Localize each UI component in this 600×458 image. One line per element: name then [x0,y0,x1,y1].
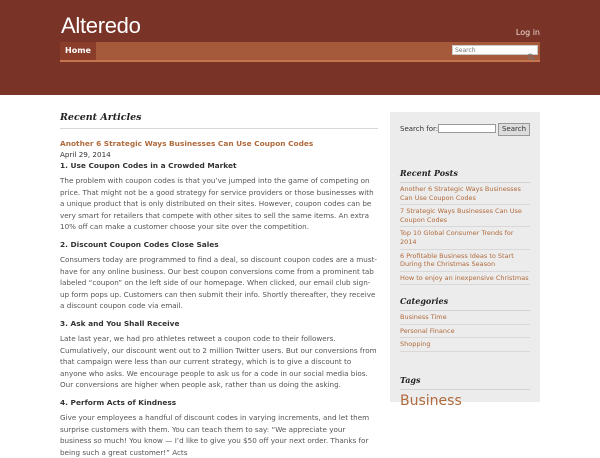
site-header [0,0,600,95]
post-heading: 3. Ask and You Shall Receive [60,318,180,328]
recent-post-link[interactable]: 7 Strategic Ways Businesses Can Use Coupon Codes [400,205,530,227]
post-title-link[interactable]: Another 6 Strategic Ways Businesses Can Use Coupon Codes [60,139,314,148]
category-link[interactable]: Personal Finance [400,325,530,339]
main-nav [60,42,540,62]
category-link[interactable]: Shopping [400,338,530,352]
nav-search-input[interactable] [453,46,529,54]
category-link[interactable]: Business Time [400,311,530,325]
post-paragraph: Late last year, we had pro athletes retweet a coupon code to their followers. Cumulatively, our discount went out to 2 million Twitter users. But our conversions from that campaign were less than our current strategy, which is to give a discount to anyone who asks. We encourage people to ask us for a code in our social media bios. Our conversions are higher when people ask, rather than us doing the asking. [60,333,377,390]
post-date: April 29, 2014 [60,150,111,159]
tag-link[interactable]: Business [400,393,462,409]
main-content [60,112,378,458]
nav-search-box [452,45,538,55]
post-heading: 2. Discount Coupon Codes Close Sales [60,239,219,249]
widget-title: Tags [400,375,530,390]
login-link[interactable]: Log in [515,28,540,37]
sidebar [390,112,540,409]
widget-title: Categories [400,296,530,311]
post-heading: 1. Use Coupon Codes in a Crowded Market [60,161,237,170]
categories-widget [400,296,530,352]
widget-title: Recent Posts [400,168,530,183]
recent-post-link[interactable]: How to enjoy an inexpensive Christmas [400,272,530,286]
sidebar-search-input[interactable] [438,124,496,133]
sidebar-search-button[interactable]: Search [498,123,530,136]
post-heading: 4. Perform Acts of Kindness [60,397,177,407]
nav-item-home[interactable]: Home [60,42,96,60]
site-title[interactable]: Alteredo [61,13,141,38]
recent-post-link[interactable]: Top 10 Global Consumer Trends for 2014 [400,227,530,249]
section-title: Recent Articles [60,112,378,129]
recent-post-link[interactable]: 6 Profitable Business Ideas to Start During the Christmas Season [400,250,530,272]
tags-widget [400,375,530,409]
recent-posts-widget [400,168,530,285]
post-paragraph: The problem with coupon codes is that you’ve jumped into the game of competing on price. That might not be a good strategy for service providers or those businesses with a unique product that is only distributed on their sites. However, coupon codes can be very smart for retailers that compete with other sites to sell the same items. An extra 10% off can make a customer choose your site over the competition. [60,176,374,232]
recent-post-link[interactable]: Another 6 Strategic Ways Businesses Can Use Coupon Codes [400,183,530,205]
post-paragraph: Give your employees a handful of discount codes in varying increments, and let them surprise customers with them. You can teach them to say: “We appreciate your business so much! You know — I’d like to give you $50 off your next order. Thanks for being such a great customer!” Acts [60,412,370,457]
search-icon[interactable] [527,46,535,54]
post-paragraph: Consumers today are programmed to find a deal, so discount coupon codes are a must-have for any online business. Our best coupon conversions come from a prominent tab labeled “coupon” on the left side of our homepage. When clicked, our email club sign-up form pops up. Customers can then submit their info. Shortly thereafter, they receive a discount coupon code via email. [60,254,378,311]
sidebar-search-label: Search for: [400,125,439,133]
